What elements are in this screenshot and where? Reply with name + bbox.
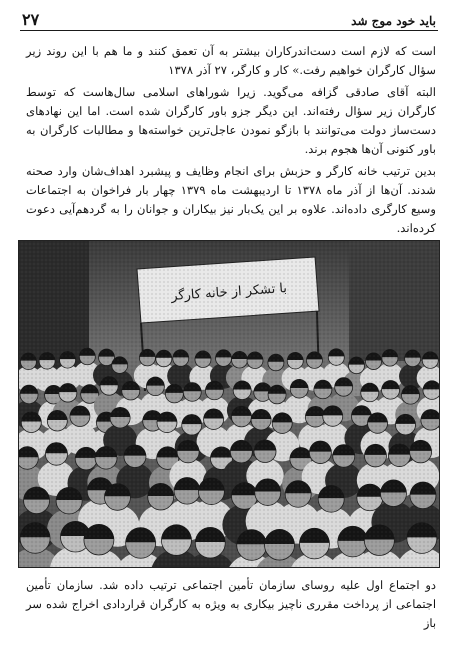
page-header [20,8,438,31]
page-number: ۲۷ [22,10,40,29]
paragraph-2: البته آقای صادقی گزافه می‌گوید. زیرا شوراهای اسلامی سال‌هاست که توسط کارگران زیر سؤال رفته‌اند. این دیگر جزو باور کارگران شده است. اما این نهادهای دست‌ساز دولت می‌توانند با بازگو نمودن عاجل‌ترین خواسته‌ها و مطالبات کارگران به باور کنونی آن‌ها هجوم برند. [26,85,436,156]
paragraph-3: بدین ترتیب خانه کارگر و حزبش برای انجام وظایف و پیشبرد اهداف‌شان وارد صحنه شدند. آن‌ها از آذر ماه ۱۳۷۸ تا اردیبهشت ماه ۱۳۷۹ چهار بار فراخوان به اجتماعات وسیع کارگری داده‌اند. علاوه بر این یک‌بار نیز بیکاران و جوانان را به گردهم‌آیی دعوت کرده‌اند. [26,164,436,235]
crowd-illustration [19,241,439,567]
protest-photo [18,240,440,568]
body-text [26,42,436,238]
photo-caption: دو اجتماع اول علیه روسای سازمان تأمین اجتماعی ترتیب داده شد. سازمان تأمین اجتماعی از پرداخت مقرری ناچیز بیکاری به ویژه به کارگران قراردادی اخراج شده سر باز [26,578,436,630]
paragraph-1: است که لازم است دست‌اندرکاران بیشتر به آن تعمق کنند و ما هم با این روند زیر سؤال کارگران خواهیم رفت.» کار و کارگر، ۲۷ آذر ۱۳۷۸ [26,44,436,77]
running-title: باید خود موج شد [351,14,436,28]
